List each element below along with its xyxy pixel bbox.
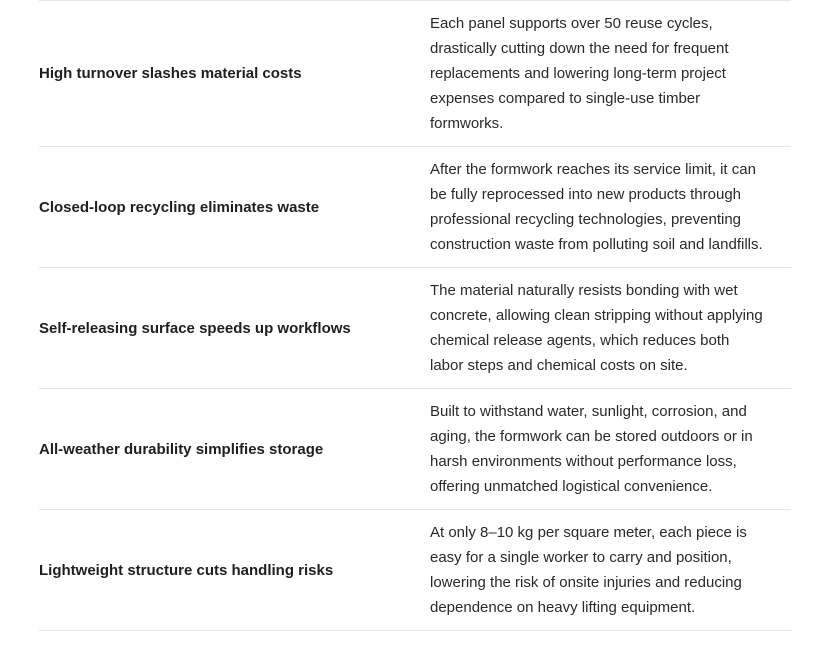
description-line: professional recycling technologies, preventing [430,211,742,228]
row-description [430,268,791,388]
description-line: harsh environments without performance loss, [430,453,737,470]
row-description [430,147,791,267]
row-title: Self-releasing surface speeds up workflows [39,319,351,337]
description-line: drastically cutting down the need for frequent [430,40,729,57]
description-line: offering unmatched logistical convenience. [430,478,713,495]
description-line: construction waste from polluting soil and landfills. [430,236,763,253]
feature-table [39,0,791,631]
description-line: expenses compared to single-use timber [430,90,701,107]
description-line: formworks. [430,115,504,132]
description-line: chemical release agents, which reduces both [430,332,730,349]
row-title: Lightweight structure cuts handling risks [39,561,334,579]
row-description [430,389,791,509]
description-line: Built to withstand water, sunlight, corrosion, and [430,403,747,420]
description-line: Each panel supports over 50 reuse cycles, [430,15,713,32]
description-line: After the formwork reaches its service limit, it can [430,161,756,178]
row-description [430,510,791,630]
description-line: replacements and lowering long-term project [430,65,726,82]
table-row [39,388,791,509]
table-row [39,146,791,267]
description-line: lowering the risk of onsite injuries and reducing [430,574,742,591]
table-row [39,0,791,146]
description-line: The material naturally resists bonding with wet [430,282,738,299]
table-row [39,267,791,388]
description-line: aging, the formwork can be stored outdoors or in [430,428,753,445]
table-row [39,509,791,631]
row-title: All-weather durability simplifies storage [39,440,324,458]
row-description [430,1,791,146]
description-line: labor steps and chemical costs on site. [430,357,688,374]
description-line: dependence on heavy lifting equipment. [430,599,696,616]
description-line: At only 8–10 kg per square meter, each piece is [430,524,747,541]
row-title: Closed-loop recycling eliminates waste [39,198,320,216]
description-line: concrete, allowing clean stripping without applying [430,307,763,324]
description-line: be fully reprocessed into new products through [430,186,742,203]
row-title: High turnover slashes material costs [39,65,302,82]
description-line: easy for a single worker to carry and position, [430,549,732,566]
